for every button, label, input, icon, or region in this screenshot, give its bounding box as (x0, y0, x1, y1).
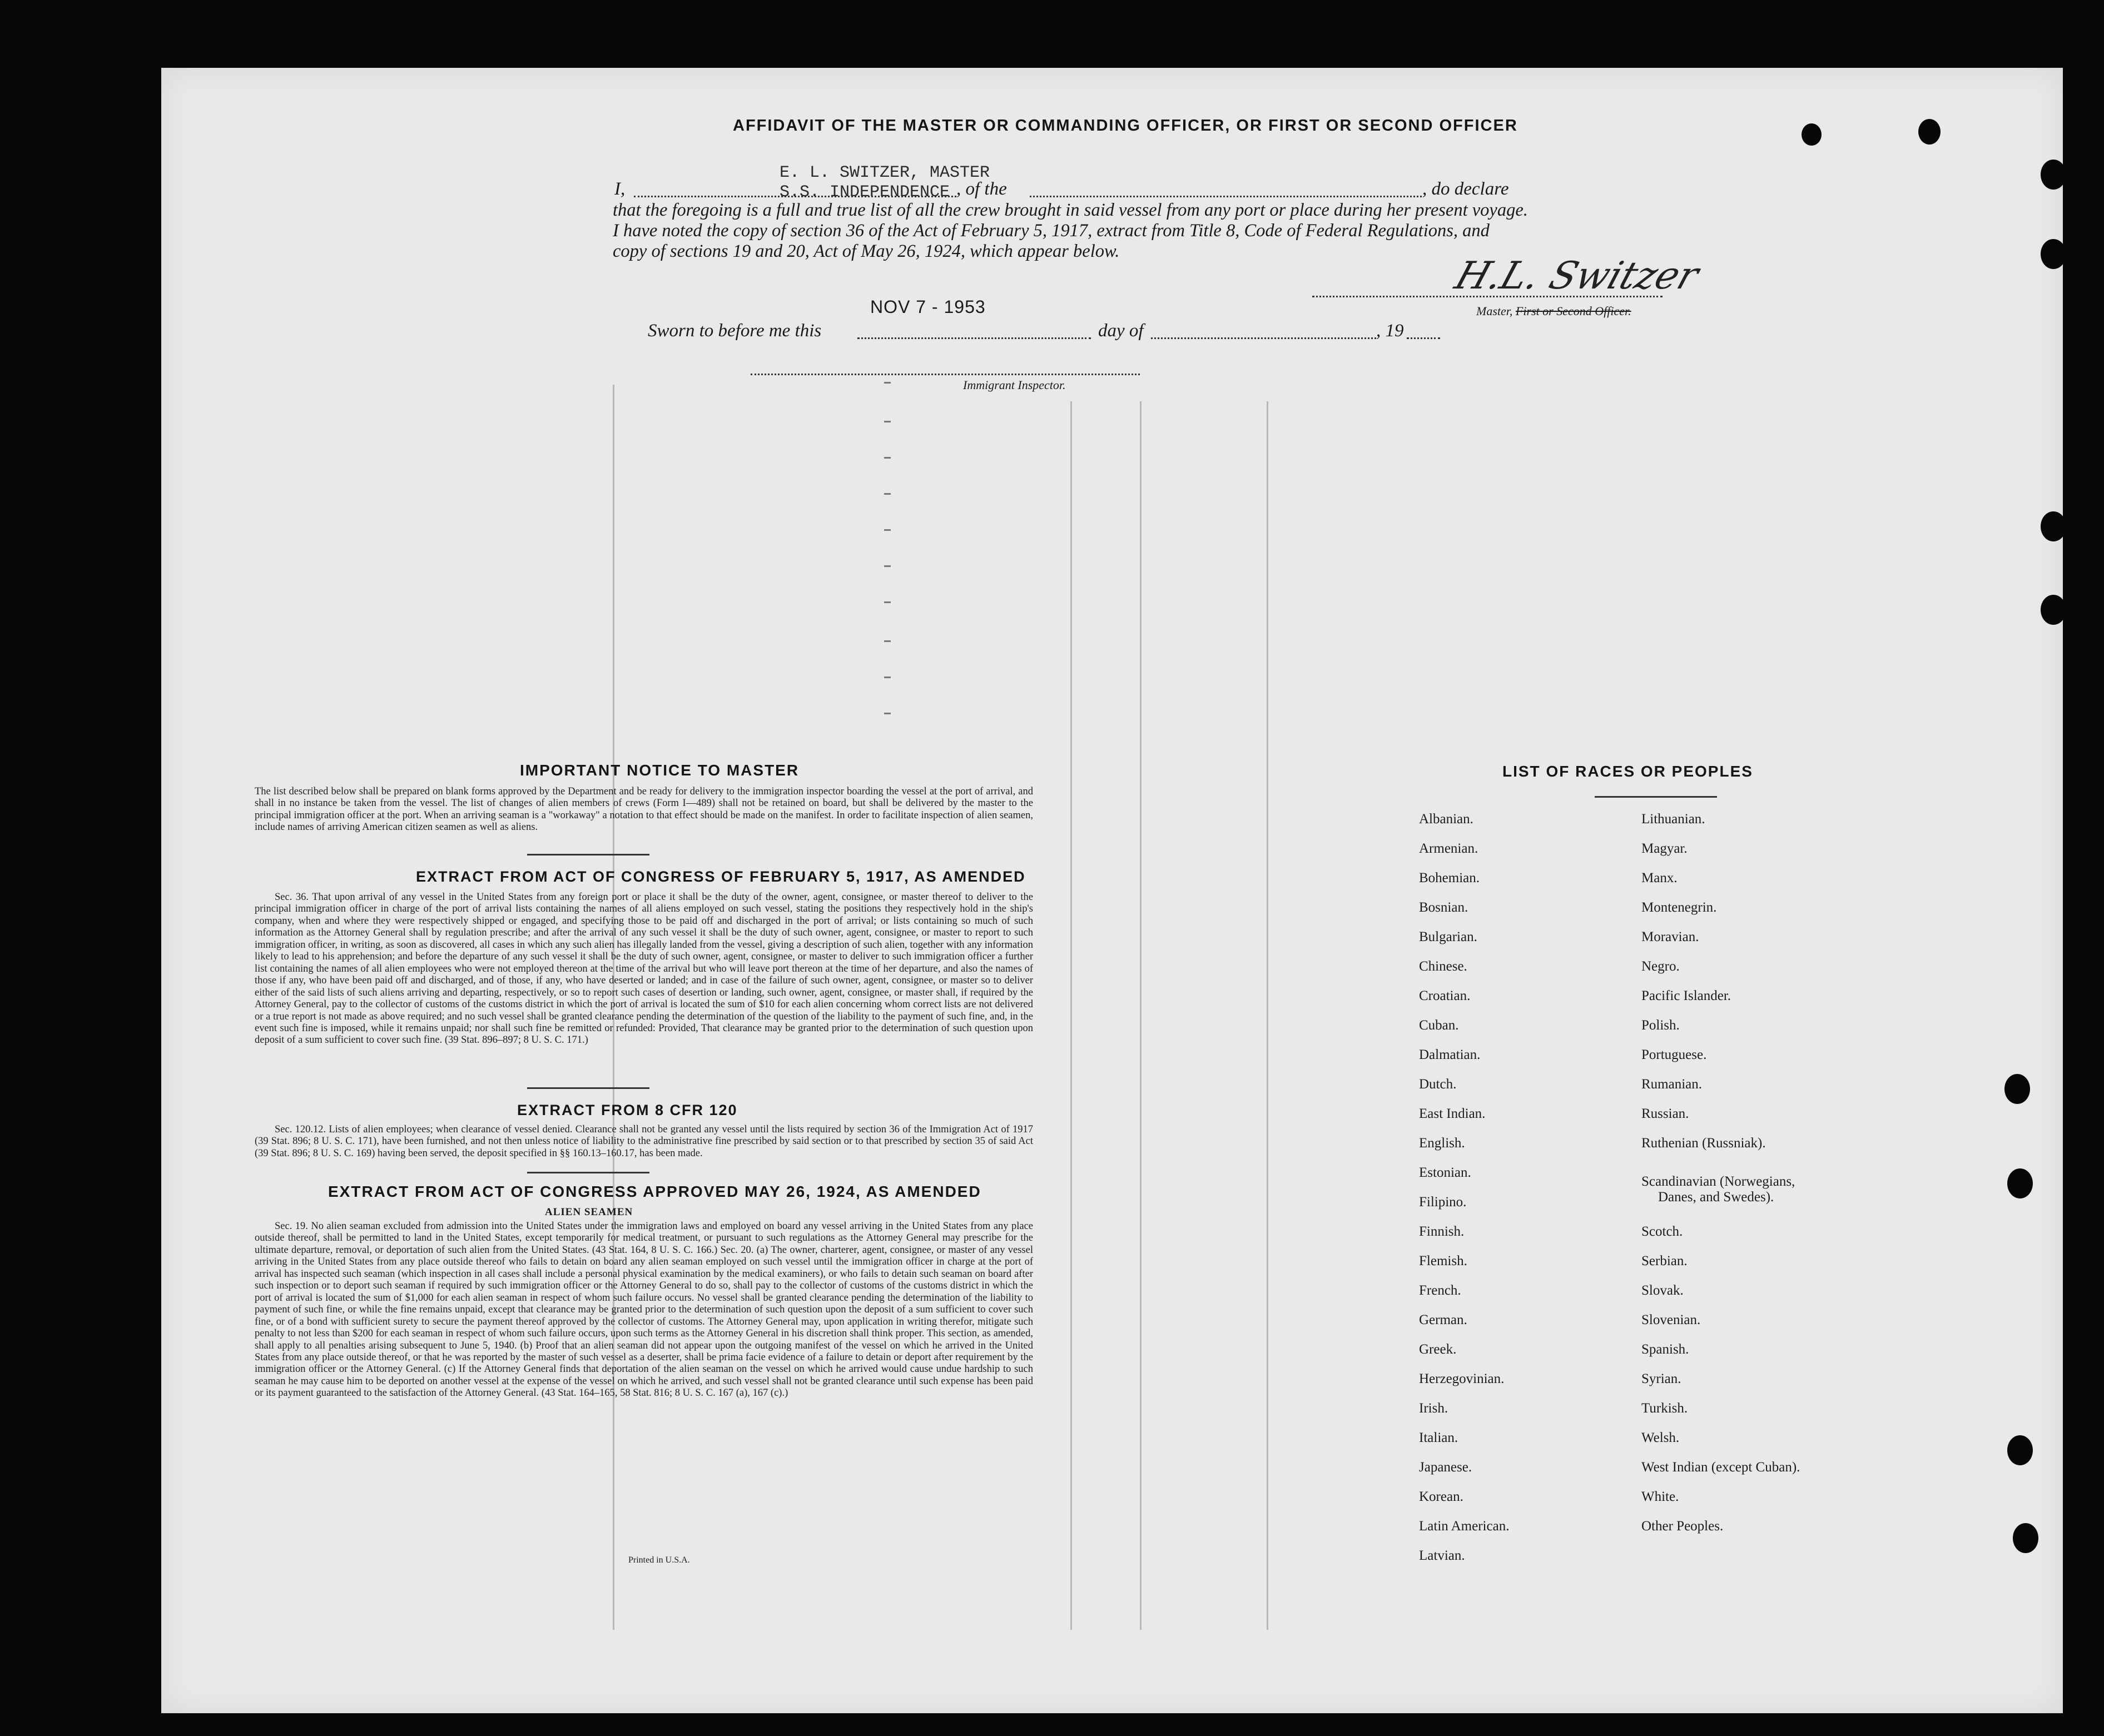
affidavit-line-4: copy of sections 19 and 20, Act of May 26, 1924, which appear below. (613, 241, 1120, 261)
race-left-item: Greek. (1419, 1342, 1457, 1357)
year-label: , 19 (1376, 321, 1404, 341)
race-left-item: Herzegovinian. (1419, 1371, 1505, 1386)
inspector-line (751, 374, 1140, 375)
race-right-item: Magyar. (1641, 841, 1688, 856)
cfr-text: Sec. 120.12. Lists of alien employees; when clearance of vessel denied. Clearance shall not be granted any vessel until the lists required by section 36 of the Immigration Act of 1917 (39 Stat. 896; 8 U. S. C. 171), have been furnished, and not then unless notice of liability to the administrative fine prescribed by said section or to that prescribed by section 35 of said Act (39 Stat. 896; 8 U. S. C. 169) having been served, the deposit specified in §§ 160.13–160.17, has been made. (255, 1124, 1033, 1159)
extract-1917-text: Sec. 36. That upon arrival of any vessel in the United States from any foreign port or place it shall be the duty of the owner, agent, consignee, or master thereof to deliver to the principal immigration officer in charge of the port of arrival lists containing the names of all aliens employed on such vessel, stating the positions they respectively hold in the ship's company, when and where they were respectively shipped or engaged, and specifying those to be paid off and discharged in the port of arrival; or lists containing so much of such information as the Attorney General shall by regulation prescribe; and after the arrival of any such vessel it shall be the duty of such owner, agent, consignee, or master to report to such immigration officer, in writing, as soon as discovered, all cases in which any such alien has illegally landed from the vessel, giving a description of such alien, together with any information likely to lead to his apprehension; and before the departure of any such vessel it shall be the duty of such owner, agent, consignee, or master to deliver to such immigration officer a further list containing the names of all alien employees who were not employed thereon at the time of the arrival but who will leave port thereon at the time of her departure, and also the names of those if any, who have been paid off and discharged, and of those, if any, who have deserted or landed; and in case of the failure of such owner, agent, consignee, or master so to deliver either of the said lists of such aliens arriving and departing, respectively, or so to report such cases of desertion or landing, such owner, agent, consignee, or master shall, if required by the Attorney General, pay to the collector of customs of the customs district in which the port of arrival is located the sum of $10 for each alien concerning whom correct lists are not delivered or a true report is not made as above required; and no such vessel shall be granted clearance pending the determination of the question of the liability to the payment of such fine, and, in the event such fine is imposed, while it remains unpaid; nor shall such fine be remitted or refunded: Provided, That clearance may be granted prior to the determination of such question upon deposit of a sum sufficient to cover such fine. (39 Stat. 896–897; 8 U. S. C. 171.) (255, 892, 1033, 1046)
printed-in-usa: Printed in U.S.A. (628, 1555, 690, 1565)
race-right-item: Welsh. (1641, 1430, 1680, 1445)
race-left-item: Italian. (1419, 1430, 1458, 1445)
race-left-item: Korean. (1419, 1489, 1463, 1504)
vessel-typed: S.S. INDEPENDENCE (780, 183, 950, 202)
tick-mark (884, 713, 891, 714)
cfr-heading: EXTRACT FROM 8 CFR 120 (517, 1102, 738, 1118)
race-left-item: Finnish. (1419, 1224, 1465, 1239)
punch-hole (2041, 239, 2066, 269)
race-right-item: Serbian. (1641, 1253, 1688, 1269)
race-left-item: Dalmatian. (1419, 1047, 1481, 1062)
race-left-item: Croatian. (1419, 988, 1471, 1003)
race-right-item: Slovak. (1641, 1283, 1684, 1298)
of-the-label: , of the (956, 179, 1007, 199)
of-the-line (1030, 196, 1422, 197)
race-right-item: Pacific Islander. (1641, 988, 1731, 1003)
punch-hole (2013, 1523, 2038, 1553)
extract-1924-heading: EXTRACT FROM ACT OF CONGRESS APPROVED MAY 26, 1924, AS AMENDED (328, 1183, 981, 1200)
form-page (161, 68, 2063, 1713)
i-label: I, (614, 179, 626, 199)
column-line (1140, 401, 1142, 1630)
day-of-label: day of (1098, 321, 1144, 341)
race-left-item: Albanian. (1419, 812, 1473, 827)
race-left-item: German. (1419, 1312, 1467, 1327)
divider (527, 1087, 649, 1089)
affidavit-title: AFFIDAVIT OF THE MASTER OR COMMANDING OFFICER, OR FIRST OR SECOND OFFICER (733, 117, 1518, 135)
race-left-item: Cuban. (1419, 1018, 1459, 1033)
sworn-line (857, 337, 1091, 339)
race-right-item: Lithuanian. (1641, 812, 1705, 827)
race-right-item: Danes, and Swedes). (1658, 1190, 1774, 1205)
race-left-item: Bohemian. (1419, 871, 1480, 886)
notice-heading: IMPORTANT NOTICE TO MASTER (520, 762, 800, 779)
race-right-item: Turkish. (1641, 1401, 1688, 1416)
inspector-label: Immigrant Inspector. (963, 378, 1066, 392)
tick-mark (884, 601, 891, 603)
race-left-item: Filipino. (1419, 1195, 1467, 1210)
race-left-item: Estonian. (1419, 1165, 1471, 1180)
affidavit-line-3: I have noted the copy of section 36 of the Act of February 5, 1917, extract from Title 8, Code of Federal Regulations, and (613, 221, 1490, 241)
divider (1595, 796, 1717, 798)
race-left-item: Latin American. (1419, 1519, 1510, 1534)
tick-mark (884, 493, 891, 495)
race-right-item: Other Peoples. (1641, 1519, 1724, 1534)
column-line (1267, 401, 1268, 1630)
tick-mark (884, 421, 891, 422)
punch-hole (2007, 1168, 2033, 1198)
tick-mark (884, 677, 891, 678)
stamp-date: NOV 7 - 1953 (870, 297, 986, 317)
punch-hole (2004, 1074, 2030, 1104)
race-left-item: French. (1419, 1283, 1461, 1298)
punch-hole (1802, 123, 1822, 146)
race-right-item: Scandinavian (Norwegians, (1641, 1174, 1795, 1189)
punch-hole (2041, 511, 2066, 541)
punch-hole (2041, 160, 2066, 190)
affidavit-line-2: that the foregoing is a full and true list of all the crew brought in said vessel from any port or place during her present voyage. (613, 200, 1528, 220)
tick-mark (884, 565, 891, 567)
race-left-item: East Indian. (1419, 1106, 1486, 1121)
race-right-item: Rumanian. (1641, 1077, 1703, 1092)
race-right-item: Polish. (1641, 1018, 1680, 1033)
alien-seamen-subheading: ALIEN SEAMEN (545, 1206, 633, 1218)
divider (527, 854, 649, 855)
race-left-item: Bosnian. (1419, 900, 1468, 915)
race-right-item: Syrian. (1641, 1371, 1681, 1386)
notice-text: The list described below shall be prepared on blank forms approved by the Department and be ready for delivery to the immigration inspector boarding the vessel at the port of arrival, and shall in no instance be taken from the vessel. The list of changes of alien members of crews (Form I—489) shall not be retained on board, but shall be delivered by the master to the principal immigration officer at the port. When an arriving seaman is a "workaway" a notation to that effect should be made on the manifest. In order to facilitate inspection of alien seamen, include names of arriving American citizen seamen as well as aliens. (255, 786, 1033, 833)
declarant-typed: E. L. SWITZER, MASTER (780, 163, 990, 182)
race-right-item: White. (1641, 1489, 1679, 1504)
race-right-item: Slovenian. (1641, 1312, 1701, 1327)
punch-hole (2007, 1435, 2033, 1465)
race-left-item: Latvian. (1419, 1548, 1465, 1563)
tick-mark (884, 640, 891, 642)
master-caption-b: First or Second Officer. (1515, 304, 1631, 318)
race-right-item: Moravian. (1641, 929, 1699, 944)
do-declare-label: , do declare (1422, 179, 1509, 199)
race-left-item: Chinese. (1419, 959, 1467, 974)
day-of-line (1151, 337, 1376, 339)
race-left-item: Bulgarian. (1419, 929, 1477, 944)
extract-1917-heading: EXTRACT FROM ACT OF CONGRESS OF FEBRUARY 5, 1917, AS AMENDED (416, 868, 1026, 885)
race-right-item: Montenegrin. (1641, 900, 1717, 915)
race-left-item: Dutch. (1419, 1077, 1457, 1092)
race-right-item: West Indian (except Cuban). (1641, 1460, 1800, 1475)
race-right-item: Russian. (1641, 1106, 1689, 1121)
race-right-item: Spanish. (1641, 1342, 1689, 1357)
master-signature: H.L. Switzer (1450, 254, 1704, 298)
column-line (1070, 401, 1072, 1630)
master-caption-a: Master, (1476, 304, 1513, 318)
year-line (1407, 337, 1440, 339)
race-left-item: Japanese. (1419, 1460, 1472, 1475)
master-caption (1476, 304, 1631, 319)
extract-1924-text: Sec. 19. No alien seaman excluded from admission into the United States under the immigration laws and employed on board any vessel arriving in the United States from any place outside thereof, shall be permitted to land in the United States, except temporarily for medical treatment, or pursuant to such regulations as the Attorney General may prescribe for the ultimate departure, removal, or deportation of such alien from the United States. (43 Stat. 164, 8 U. S. C. 166.) Sec. 20. (a) The owner, charterer, agent, consignee, or master of any vessel arriving in the United States from any place outside thereof who fails to detain on board any alien seaman employed on such vessel until the immigration officer in charge at the port of arrival has inspected such seaman (which inspection in all cases shall include a personal physical examination by the medical examiners), or who fails to detain such seaman on board after such inspection or to deport such seaman if required by such immigration officer or the Attorney General to do so, shall pay to the collector of customs of the customs district in which the port of arrival is located the sum of $1,000 for each alien seaman in respect of whom such failure occurs. No vessel shall be granted clearance pending the determination of the liability to payment of such fine, or while the fine remains unpaid, except that clearance may be granted prior to the determination of such question upon the deposit of a sum sufficient to cover such fine, or of a bond with sufficient surety to secure the payment thereof approved by the collector of customs. The Attorney General may, upon application in writing therefor, mitigate such penalty to not less than $200 for each seaman in respect of whom such failure occurs, upon such terms as the Attorney General in his discretion shall think proper. This section, as amended, shall apply to all penalties arising subsequent to June 5, 1940. (b) Proof that an alien seaman did not appear upon the outgoing manifest of the vessel on which he arrived in the United States from any place outside thereof, or that he was reported by the master of such vessel as a deserter, shall be prima facie evidence of a failure to detain or deport after requirement by the immigration officer or the Attorney General. (c) If the Attorney General finds that deportation of the alien seaman on the vessel on which he arrived would cause undue hardship to such seaman he may cause him to be deported on another vessel at the expense of the vessel on which he arrived, and such vessel shall not be granted clearance until such expense has been paid or its payment guaranteed to the satisfaction of the Attorney General. (43 Stat. 164–165, 58 Stat. 816; 8 U. S. C. 167 (a), 167 (c).) (255, 1221, 1033, 1399)
race-left-item: Armenian. (1419, 841, 1478, 856)
sworn-label: Sworn to before me this (648, 321, 822, 341)
tick-mark (884, 382, 891, 384)
divider (527, 1172, 649, 1173)
races-heading: LIST OF RACES OR PEOPLES (1502, 763, 1753, 780)
punch-hole (1918, 119, 1941, 145)
race-right-item: Portuguese. (1641, 1047, 1707, 1062)
race-left-item: Irish. (1419, 1401, 1448, 1416)
race-left-item: English. (1419, 1136, 1465, 1151)
race-right-item: Negro. (1641, 959, 1680, 974)
race-right-item: Scotch. (1641, 1224, 1683, 1239)
race-right-item: Manx. (1641, 871, 1678, 886)
tick-mark (884, 529, 891, 531)
tick-mark (884, 457, 891, 459)
race-right-item: Ruthenian (Russniak). (1641, 1136, 1766, 1151)
race-left-item: Flemish. (1419, 1253, 1467, 1269)
punch-hole (2041, 595, 2066, 625)
